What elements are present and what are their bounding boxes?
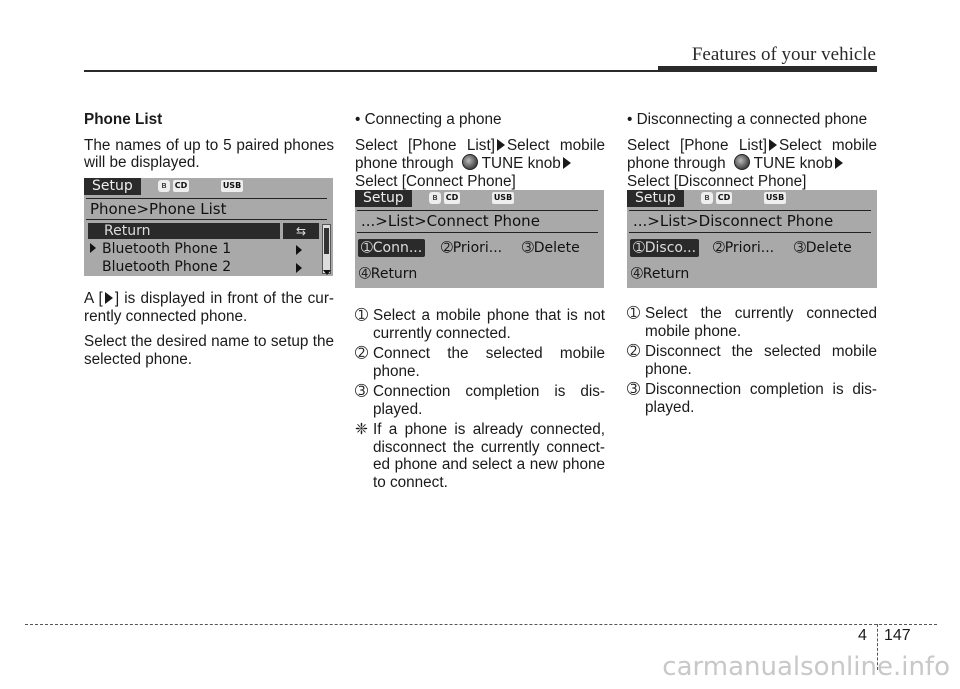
arrow-icon bbox=[769, 139, 777, 151]
tune-knob-icon bbox=[734, 154, 750, 170]
back-icon: ⇆ bbox=[283, 223, 319, 239]
column-connecting bbox=[355, 111, 605, 198]
step-item: ➁ Disconnect the selected mobile phone. bbox=[627, 343, 877, 378]
arrow-icon bbox=[497, 139, 505, 151]
cd-icon: CD bbox=[174, 181, 188, 190]
connect-option: ➀Conn... bbox=[358, 239, 425, 257]
connecting-instruction: Select [Phone List] Select mobile phone through TUNE knob Select [Connect Phone] bbox=[355, 136, 605, 190]
cd-icon: CD bbox=[717, 193, 731, 202]
scroll-down-icon bbox=[323, 270, 331, 275]
column-phone-list-notes bbox=[84, 290, 334, 376]
disconnect-option: ➀Disco... bbox=[630, 239, 699, 257]
disconnect-phone-screen bbox=[627, 190, 877, 288]
return-option: Return bbox=[88, 223, 280, 239]
step-item: ➀ Select a mobile phone that is not currently connected. bbox=[355, 307, 605, 342]
usb-icon: USB bbox=[765, 193, 785, 202]
step-item: ➂ Connection completion is dis-played. bbox=[355, 383, 605, 418]
disconnecting-instruction: Select [Phone List] Select mobile phone through TUNE knob Select [Disconnect Phone] bbox=[627, 136, 877, 190]
screen-divider bbox=[86, 219, 327, 220]
chevron-right-icon bbox=[296, 245, 302, 255]
return-option: ➃Return bbox=[359, 266, 418, 282]
arrow-icon bbox=[835, 157, 843, 169]
delete-option: ➂Delete bbox=[794, 240, 852, 256]
screen-title: ...>List>Disconnect Phone bbox=[633, 212, 834, 230]
scrollbar bbox=[322, 224, 331, 274]
connecting-heading: • Connecting a phone bbox=[355, 111, 502, 128]
bluetooth-icon: ʙ bbox=[158, 180, 170, 192]
cd-icon: CD bbox=[445, 193, 459, 202]
disconnecting-steps bbox=[627, 305, 877, 419]
footer-rule bbox=[25, 624, 937, 625]
usb-icon: USB bbox=[493, 193, 513, 202]
bluetooth-icon: ʙ bbox=[429, 192, 441, 204]
list-item: Bluetooth Phone 1 bbox=[90, 241, 231, 257]
marker-explanation: A [ ] is displayed in front of the cur-rently connected phone. bbox=[84, 290, 335, 325]
column-disconnecting bbox=[627, 111, 877, 198]
header-rule-thick bbox=[658, 66, 877, 72]
setup-tab: Setup bbox=[627, 190, 684, 207]
usb-icon: USB bbox=[222, 181, 242, 190]
setup-tab: Setup bbox=[84, 178, 141, 195]
select-instruction: Select the desired name to setup the selected phone. bbox=[84, 333, 334, 368]
arrow-icon bbox=[563, 157, 571, 169]
setup-tab: Setup bbox=[355, 190, 412, 207]
screen-divider bbox=[629, 210, 871, 211]
step-item: ➁ Connect the selected mobile phone. bbox=[355, 345, 605, 380]
screen-divider bbox=[86, 198, 327, 199]
step-item: ➀ Select the currently connected mobile phone. bbox=[627, 305, 877, 340]
header-rule bbox=[84, 70, 660, 72]
connect-phone-screen bbox=[355, 190, 604, 288]
tune-knob-icon bbox=[462, 154, 478, 170]
connection-note: ❈ If a phone is already connected, disconnect the currently connect-ed phone and select a new phone to connect. bbox=[355, 421, 605, 491]
phone-list-heading: Phone List bbox=[84, 111, 163, 128]
phone-list-screen bbox=[84, 178, 333, 276]
priority-option: ➁Priori... bbox=[441, 240, 503, 256]
page-number: 147 bbox=[884, 627, 911, 644]
play-marker-icon bbox=[105, 292, 113, 304]
list-item: Bluetooth Phone 2 bbox=[102, 259, 232, 275]
chapter-number: 4 bbox=[858, 627, 867, 644]
screen-divider bbox=[357, 210, 598, 211]
connected-marker-icon bbox=[90, 243, 96, 253]
watermark: carmanualsonline.info bbox=[662, 652, 950, 682]
connecting-steps bbox=[355, 307, 605, 491]
bluetooth-icon: ʙ bbox=[701, 192, 713, 204]
screen-title: ...>List>Connect Phone bbox=[361, 212, 540, 230]
screen-title: Phone>Phone List bbox=[90, 200, 227, 218]
column-phone-list bbox=[84, 111, 334, 180]
phone-list-intro: The names of up to 5 paired phones will be displayed. bbox=[84, 136, 334, 171]
section-title: Features of your vehicle bbox=[691, 44, 876, 65]
priority-option: ➁Priori... bbox=[713, 240, 775, 256]
screen-divider bbox=[629, 232, 871, 233]
return-option: ➃Return bbox=[631, 266, 690, 282]
step-item: ➂ Disconnection completion is dis-played. bbox=[627, 381, 877, 416]
chevron-right-icon bbox=[296, 263, 302, 273]
delete-option: ➂Delete bbox=[522, 240, 580, 256]
screen-divider bbox=[357, 232, 598, 233]
disconnecting-heading: • Disconnecting a connected phone bbox=[627, 111, 868, 128]
